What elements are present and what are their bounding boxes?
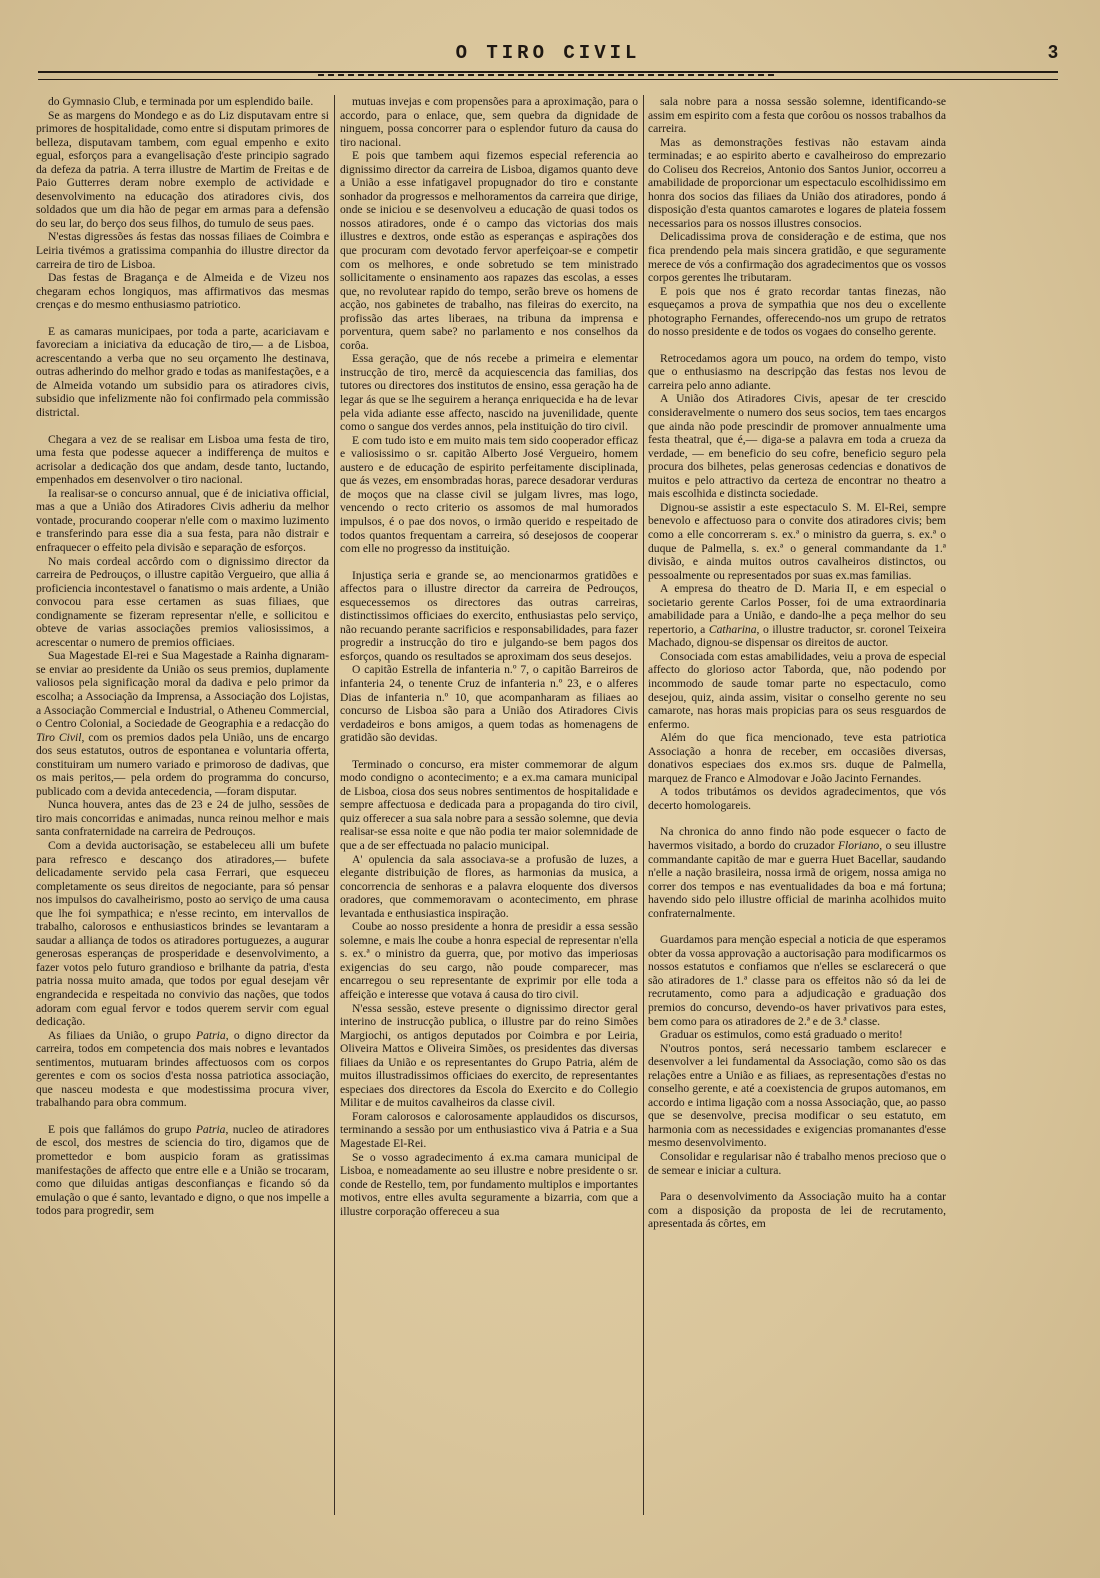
paragraph: A todos tributámos os devidos agradecimentos, que vós decerto homologareis. xyxy=(648,785,946,812)
paragraph: Terminado o concurso, era mister commemorar de algum modo condigno o acontecimento; e a ex.ma camara municipal de Lisboa, ciosa dos seus nobres sentimentos de hospitalidade e sempre affectuosa e dedicada para a propaganda do tiro civil, quiz offerecer a sua sala nobre para a sessão solemne, que devia realisar-se essa noite e que não podia ter maior solemnidade de que a de ser effectuada no palacio municipal. xyxy=(340,757,638,852)
column-divider xyxy=(334,95,335,1515)
paragraph: Graduar os estimulos, como está graduado o merito! xyxy=(660,1028,903,1042)
paragraph: Chegara a vez de se realisar em Lisboa uma festa de tiro, uma festa que podesse aquecer a indifferença de muitos e acrisolar a dedicação dos que andam, desde tanto, luctando, empenhados em desenvolver o tiro nacional. xyxy=(36,432,329,487)
paragraph: Nunca houvera, antes das de 23 e 24 de julho, sessões de tiro mais concorridas e animadas, nunca reinou melhor e mais santa confraternidade na carreira de Pedrouços. xyxy=(36,798,329,839)
paragraph: N'outros pontos, será necessario tambem esclarecer e desenvolver a lei fundamental da Associação, como são os das relações entre a União e as filiaes, as representações d'estas no conselho gerente, e até a coexistencia de grupos automanos, em accordo e intima ligação com a nossa Associação, que, ao passo que se desenvolve, precisa modificar o seu estatuto, em harmonia com as necessidades e exigencias promanantes d'esse mesmo desenvolvimento. xyxy=(648,1041,946,1150)
paragraph: Retrocedamos agora um pouco, na ordem do tempo, visto que o enthusiasmo na descripção das festas nos levou de carreira pelo anno adiante. xyxy=(648,351,946,392)
paragraph: N'essa sessão, esteve presente o dignissimo director geral interino de instrucção publica, o illustre par do reino Simões Margiochi, os antigos deputados por Coimbra e por Leiria, Oliveira Mattos e Oliveira Simões, os presidentes das diversas filiaes da União e os representantes do Grupo Patria, além de muitos illustradissimos officiaes do exercito, de representantes especiaes dos directores da Escola do Exercito e do Collegio Militar e de muitos cavalheiros da classe civil. xyxy=(340,1001,638,1110)
paragraph: Coube ao nosso presidente a honra de presidir a essa sessão solemne, e mais lhe coube a honra especial de representar n'ella s. ex.ª o ministro da guerra, que, por motivo das imperiosas exigencias do seu cargo, não poude comparecer, mas encarregou o seu representante de exprimir por elle toda a affeição e interesse que votava á causa do tiro civil. xyxy=(340,920,638,1001)
paragraph: O capitão Estrella de infanteria n.º 7, o capitão Barreiros de infanteria 24, o tenente Cruz de infanteria n.º 23, e o alferes Dias de infanteria n.º 10, que acompanharam as filiaes ao concurso de Lisboa são para a União dos Atiradores Civis verdadeiros e bons amigos, a quem todas as homenagens de gratidão são devidas. xyxy=(340,663,638,745)
paragraph: Se as margens do Mondego e as do Liz disputavam entre si primores de hospitalidade, como entre si disputam primores de belleza, disputavam tambem, com egual empenho e exito egual, esforços para a evangelisação d'este principio sagrado da defeza da patria. A terra illustre de Martim de Freitas e de Paio Gutterres deram nobre exemplo de actividade e desenvolvimento na educação dos atiradores civis, dos soldados que um dia hão de pegar em armas para a defensão do seu lar, do berço dos seus filhos, do tumulo de seus paes. xyxy=(36,108,329,230)
paragraph: do Gymnasio Club, e terminada por um esplendido baile. xyxy=(48,95,314,108)
paragraph: Sua Magestade El-rei e Sua Magestade a Rainha dignaram-se enviar ao presidente da União os seus premios, duplamente valiosos pela significação moral da dadiva e pelo primor da escolha; a Associação da Imprensa, a Associação dos Lojistas, a Associação Commercial e Industrial, o Atheneu Commercial, o Centro Colonial, a Sociedade de Geographia e a redacção do Tiro Civil, com os premios dados pela União, uns de encargo dos seus estatutos, outros de espontanea e voluntaria offerta, constituiram um numero variado e primoroso de dadivas, que os mais peritos,— pela ordem do programma do concurso, publicado com a devida antecedencia, —foram disputar. xyxy=(36,649,329,798)
paragraph: Guardamos para menção especial a noticia de que esperamos obter da vossa approvação a auctorisação para modificarmos os nossos estatutos e confiamos que n'elles se esclarecerá o que são atiradores de 1.ª classe para os effeitos não só da lei de recrutamento, como para a adjudicação e graduação dos premios do concurso, devendo-os haver privativos para estes, bem como para os atiradores de 2.ª e de 3.ª classe. xyxy=(648,933,946,1028)
paragraph: E pois que nos é grato recordar tantas finezas, não esqueçamos a prova de sympathia que nos deu o excellente photographo Fernandes, offerecendo-nos um grupo de retratos do nosso presidente e de todos os vogaes do conselho gerente. xyxy=(648,284,946,339)
paragraph: E pois que fallámos do grupo Patria, nucleo de atiradores de escol, dos mestres de sciencia do tiro, digamos que de promettedor e bom auspicio foram as gratissimas manifestações de affecto que entre elle e a União se trocaram, como que diluidas antigas desconfianças e ficando só da emulação o que é santo, levantado e digno, o que nos impelle a todos para progredir, sem xyxy=(36,1122,329,1218)
paragraph: Além do que fica mencionado, teve esta patriotica Associação a honra de receber, em occasiões diversas, donativos especiaes dos ex.mos srs. duque de Palmella, marquez de Franco e Almodovar e João Jacinto Fernandes. xyxy=(648,731,946,785)
header-rule xyxy=(38,71,1058,80)
page-number: 3 xyxy=(1047,42,1058,62)
paragraph: Para o desenvolvimento da Associação muito ha a contar com a disposição da proposta de lei de recrutamento, apresentada ás côrtes, em xyxy=(648,1190,946,1231)
paragraph: sala nobre para a nossa sessão solemne, identificando-se assim em espirito com a festa que corôou os nossos trabalhos da carreira. xyxy=(648,95,946,136)
paragraph: Com a devida auctorisação, se estabeleceu alli um bufete para refresco e descanço dos atiradores,— bufete delicadamente servido pela casa Ferrari, que esqueceu completamente os seus direitos de negociante, para só pensar nos impulsos do cavalheirismo, posto ao serviço de uma causa que lhe foi sympathica; e n'esse recinto, em intervallos de trabalho, calorosos e enthusiasticos brindes se levantaram a saudar a alliança de todos os atiradores portuguezes, a augurar generosas esperanças de prosperidade e desenvolvimento, a fazer votos pelo futuro grandioso e brilhante da patria, d'esta patria nossa muito amada, que todos por egual desejam vêr engrandecida e respeitada no convivio das nações, que todos adoram com egual fervor e todos querem servir com egual dedicação. xyxy=(36,838,329,1029)
paragraph: mutuas invejas e com propensões para a aproximação, para o accordo, para o enlace, que, sem quebra da dignidade de ninguem, possa concorrer para o esplendor futuro da causa do tiro nacional. xyxy=(340,95,638,149)
paragraph: N'estas digressões ás festas das nossas filiaes de Coimbra e Leiria tivémos a gratissima companhia do illustre director da carreira de tiro de Lisboa. xyxy=(36,230,329,271)
text-column-1 xyxy=(36,95,329,1555)
paragraph: Mas as demonstrações festivas não estavam ainda terminadas; e ao espirito aberto e cavalheiroso do emprezario do Coliseu dos Recreios, Antonio dos Santos Junior, occorreu a amabilidade de proporcionar um espectaculo escolhidissimo em honra dos socios das filiaes da União dos atiradores, pondo á disposição d'esta quantos camarotes e logares de plateia fossem necessarios para os nossos illustres consocios. xyxy=(648,135,946,230)
paragraph: A empresa do theatro de D. Maria II, e em especial o societario gerente Carlos Posser, foi de uma extraordinaria amabilidade para a União, e dando-lhe a peça melhor do seu repertorio, a Catharina, o illustre traductor, sr. coronel Teixeira Machado, dignou-se dispensar os direitos de auctor. xyxy=(648,582,946,650)
column-divider xyxy=(643,95,644,1515)
paragraph: Delicadissima prova de consideração e de estima, que nos fica prendendo pela mais sincera gratidão, e que seguramente merece de vós a confirmação dos agradecimentos que os vossos corpos gerentes lhe tributaram. xyxy=(648,230,946,285)
text-column-2 xyxy=(340,95,638,1555)
paragraph: E com tudo isto e em muito mais tem sido cooperador efficaz e valiosissimo o sr. capitão Alberto José Vergueiro, homem austero e de educação de espirito perfeitamente disciplinada, que ás vezes, em ensombradas horas, parece desadorar verduras de moços que na classe civil se julgam livres, mas logo, vencendo o recto criterio os assomos de mal humorados impulsos, é o pae dos novos, o irmão querido e respeitado de todos quantos frequentam a carreira, só desejosos de cooperar com elle no progresso da instituição. xyxy=(340,433,638,556)
paragraph: Consociada com estas amabilidades, veiu a prova de especial affecto do glorioso actor Taborda, que, não podendo por incommodo de saude tomar parte no espectaculo, como desejou, quiz, ainda assim, visitar o conselho gerente no seu camarote, nas horas mais propicias para os seus resguardos de enfermo. xyxy=(648,649,946,731)
paragraph: Essa geração, que de nós recebe a primeira e elementar instrucção de tiro, mercê da acquiescencia das familias, dos tutores ou directores dos institutos de ensino, essa geração ha de legar ás que se lhe seguirem a herança enriquecida e ha de levar pela vida adiante esse affecto, nascido na juvenilidade, quente como o sangue dos verdes annos, pela instituição do tiro civil. xyxy=(340,352,638,434)
paragraph: A' opulencia da sala associava-se a profusão de luzes, a elegante distribuição de flores, as harmonias da musica, a concorrencia de senhoras e a palavra eloquente dos diversos oradores, que commemoravam o acontecimento, em phrase levantada e enthusiastica inspiração. xyxy=(340,852,638,920)
paragraph: Dignou-se assistir a este espectaculo S. M. El-Rei, sempre benevolo e affectuoso para o convite dos atiradores civis; bem como a elle concorreram s. ex.ª o ministro da guerra, s. ex.ª o duque de Palmella, s. ex.ª o general commandante da 1.ª divisão, e ainda muitos outros cavalheiros distinctos, ou pessoalmente ou representados por suas ex.mas familias. xyxy=(648,500,946,582)
paragraph: As filiaes da União, o grupo Patria, o digno director da carreira, todos em competencia dos mais nobres e levantados sentimentos, mutuaram brindes affectuosos com os corpos gerentes e com os socios d'esta nossa patriotica associação, que nasceu modesta e que modestissima procura viver, trabalhando para obra commum. xyxy=(36,1028,329,1110)
paragraph: Foram calorosos e calorosamente applaudidos os discursos, terminando a sessão por um enthusiastico viva á Patria e a Sua Magestade El-Rei. xyxy=(340,1109,638,1151)
paragraph: Na chronica do anno findo não pode esquecer o facto de havermos visitado, a bordo do cruzador Floriano, o seu illustre commandante capitão de mar e guerra Huet Bacellar, saudando n'elle a nação brasileira, nossa irmã de origem, nossa amiga no correr dos tempos e nas eventualidades da boa e má fortuna; havendo sido pelo illustre official de marinha acolhidos muito confraternalmente. xyxy=(648,825,946,920)
newspaper-title: O TIRO CIVIL xyxy=(455,42,641,64)
paragraph: E as camaras municipaes, por toda a parte, acariciavam e favoreciam a iniciativa da educação de tiro,— a de Lisboa, acrescentando a verba que no seu orçamento lhe destinava, outras adherindo do melhor grado e todas as manifestações, e a de Almeida votando um subsidio para os atiradores civis, subsidio que infelizmente não foi confirmado pela commissão districtal. xyxy=(36,324,329,420)
page-header xyxy=(38,40,1058,74)
paragraph: Se o vosso agradecimento á ex.ma camara municipal de Lisboa, e nomeadamente ao seu illustre e nobre presidente o sr. conde de Restello, tem, por fundamento multiplos e importantes motivos, entre elles avulta seguramente a bizarria, com que a illustre corporação offereceu a sua xyxy=(340,1150,638,1218)
paragraph: Consolidar e regularisar não é trabalho menos precioso que o de semear e iniciar a cultura. xyxy=(648,1150,946,1177)
paragraph: No mais cordeal accôrdo com o dignissimo director da carreira de Pedrouços, o illustre capitão Vergueiro, que allia á proficiencia incontestavel o fanatismo o mais ardente, a União convocou para esse certamen as suas filiaes, que condignamente se fizeram representar n'elle, e sollicitou e obteve de varias associações premios valiosissimos, a acrescentar o numero de premios officiaes. xyxy=(36,554,329,649)
paragraph: E pois que tambem aqui fizemos especial referencia ao dignissimo director da carreira de Lisboa, digamos quanto deve a União a esse infatigavel propugnador do tiro e constante sonhador da progressos e melhoramentos da carreira que dirige, onde se iniciou e se desenvolveu a educação de quasi todos os nossos atiradores, onde é o campo das victorias dos mais illustres e dextros, onde estão as esperanças e aspirações dos que procuram com devotado fervor aperfeiçoar-se e competir com os melhores, e onde sobretudo se tem ministrado sollicitamente o ensinamento aos rapazes das escolas, a esses que, no revolutear rapido do tempo, serão breve os homens de acção, nos gabinetes de trabalho, nas fileiras do exercito, na profissão das artes liberaes, na tribuna da imprensa e porventura, quem sabe? no parlamento e nos conselhos da corôa. xyxy=(340,149,638,352)
paragraph: Ia realisar-se o concurso annual, que é de iniciativa official, mas a que a União dos Atiradores Civis adheriu da melhor vontade, procurando cooperar n'elle com o maximo luzimento e transferindo para esse dia a sua festa, para não distrair e enfraquecer o effeito pela divisão e separação de esforços. xyxy=(36,486,329,554)
text-column-3 xyxy=(648,95,946,1555)
paragraph: Injustiça seria e grande se, ao mencionarmos gratidões e affectos para o illustre director da carreira de Pedrouços, esquecessemos os directores das outras carreiras, distinctissimos officiaes do exercito, enthusiastas pelo serviço, não recuando perante sacrificios e responsabilidades, para fazer progredir a instrucção do tiro e julgando-se bem pagos dos esforços, quando os resultados se aproximam dos seus desejos. xyxy=(340,568,638,663)
paragraph: A União dos Atiradores Civis, apesar de ter crescido consideravelmente o numero dos seus socios, tem taes encargos que ainda não pode prescindir de promover annualmente uma festa theatral, que é,— diga-se a palavra em toda a crueza da verdade, — em beneficio do seu cofre, beneficio seguro pela procura dos bilhetes, pelas generosas cedencias e donativos de muitos e pelo attractivo da certeza de encontrar no theatro a mais escolhida e distincta sociedade. xyxy=(648,392,946,501)
paragraph: Das festas de Bragança e de Almeida e de Vizeu nos chegaram echos longiquos, mas affirmativos das mesmas crenças e do mesmo enthusiasmo patriotico. xyxy=(36,271,329,312)
